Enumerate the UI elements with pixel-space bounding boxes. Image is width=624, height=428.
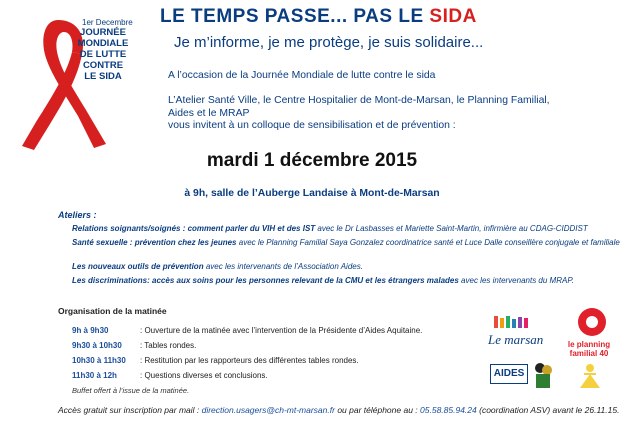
programme-title: Organisation de la matinée: [58, 306, 167, 316]
invite-line: vous invitent à un colloque de sensibilisation et de prévention :: [168, 120, 456, 131]
programme-text: : Ouverture de la matinée avec l’intervention de la Présidente d’Aides Aquitaine.: [140, 326, 423, 335]
intro-text: A l’occasion de la Journée Mondiale de lutte contre le sida: [168, 70, 436, 81]
atelier-item: [72, 262, 620, 272]
programme-text: : Restitution par les rapporteurs des différentes tables rondes.: [140, 356, 359, 365]
le-marsan-text: Le marsan: [488, 332, 544, 347]
ribbon-title-line: LE SIDA: [84, 71, 122, 82]
footer-middle: ou par téléphone au :: [334, 405, 421, 415]
invite-text: [168, 95, 618, 133]
footer-suffix: (coordination ASV) avant le 26.11.15.: [476, 405, 620, 415]
programme-row: [72, 341, 196, 350]
atelier-item: [72, 276, 620, 286]
programme-time: 10h30 à 11h30: [72, 356, 126, 365]
buffet-note: Buffet offert à l’issue de la matinée.: [72, 386, 190, 395]
footer-email-link[interactable]: direction.usagers@ch-mt-marsan.fr: [201, 405, 335, 415]
atelier-bold: Santé sexuelle : prévention chez les jeunes: [72, 238, 237, 247]
programme-time: 11h30 à 12h: [72, 371, 117, 380]
invite-line: L’Atelier Santé Ville, le Centre Hospitalier de Mont-de-Marsan, le Planning Familial,: [168, 95, 550, 106]
atelier-bold: Les discriminations: accès aux soins pour les personnes relevant de la CMU et les étrangers malades: [72, 276, 459, 285]
programme-time: 9h à 9h30: [72, 326, 109, 335]
planning-familial-text: le planning familial 40: [567, 340, 611, 358]
headline-accent: SIDA: [429, 6, 477, 27]
atelier-rest: avec le Planning Familial Saya Gonzalez coordinatrice santé et Luce Dalle conseillère conjugale et familiale: [236, 238, 620, 247]
ribbon-title-line: DE LUTTE: [79, 49, 127, 60]
programme-time: 9h30 à 10h30: [72, 341, 122, 350]
programme-text: : Questions diverses et conclusions.: [140, 371, 268, 380]
aides-logo: AIDES: [490, 364, 528, 384]
headline-main: LE TEMPS PASSE... PAS LE: [160, 6, 430, 27]
headline: [160, 6, 477, 28]
mrap-logo-icon: [530, 360, 556, 390]
footer-prefix: Accès gratuit sur inscription par mail :: [58, 405, 202, 415]
event-date: mardi 1 décembre 2015: [206, 150, 418, 171]
event-location: à 9h, salle de l’Auberge Landaise à Mont-de-Marsan: [184, 188, 440, 199]
ribbon-title-line: CONTRE: [82, 60, 124, 71]
ribbon-title-line: JOURNÉE: [80, 27, 126, 38]
atelier-rest: avec les intervenants du MRAP.: [458, 276, 574, 285]
atelier-rest: avec le Dr Lasbasses et Mariette Saint-Martin, infirmière au CDAG-CIDDIST: [315, 224, 588, 233]
programme-row: [72, 326, 422, 335]
atelier-bold: Les nouveaux outils de prévention: [72, 262, 204, 271]
ateliers-title: Ateliers :: [58, 210, 97, 220]
programme-text: : Tables rondes.: [140, 341, 197, 350]
atelier-bold: Relations soignants/soignés : comment parler du VIH et des IST: [72, 224, 316, 233]
atelier-rest: avec les intervenants de l’Association Aides.: [203, 262, 363, 271]
footer-contact: [58, 405, 619, 415]
atelier-item: [72, 238, 620, 248]
partner-logo-icon: [566, 360, 614, 390]
programme-row: [72, 371, 268, 380]
ribbon-title-line: MONDIALE: [77, 38, 129, 49]
footer-phone[interactable]: 05.58.85.94.24: [420, 405, 477, 415]
ribbon-title: [58, 27, 148, 82]
headline-sub: Je m’informe, je me protège, je suis solidaire...: [174, 34, 484, 51]
ribbon-date: 1er Decembre: [82, 18, 133, 27]
atelier-item: [72, 224, 620, 234]
programme-row: [72, 356, 359, 365]
invite-line: Aides et le MRAP: [168, 107, 250, 119]
